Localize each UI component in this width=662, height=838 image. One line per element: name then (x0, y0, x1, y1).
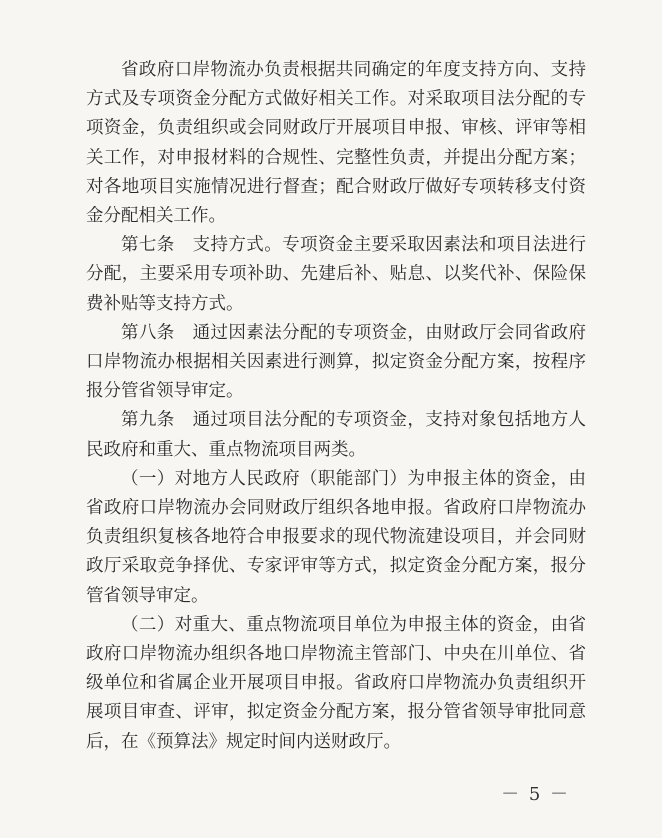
paragraph-item-1: （一）对地方人民政府（职能部门）为申报主体的资金，由省政府口岸物流办会同财政厅组织各地申报。省政府口岸物流办负责组织复核各地符合申报要求的现代物流建设项目，并会同财政厅采取竞争择优、专家评审等方式，拟定资金分配方案，报分管省领导审定。 (86, 468, 586, 606)
document-body (86, 56, 586, 757)
paragraph-item-2: （二）对重大、重点物流项目单位为申报主体的资金，由省政府口岸物流办组织各地口岸物流主管部门、中央在川单位、省级单位和省属企业开展项目申报。省政府口岸物流办负责组织开展项目审查、评审，拟定资金分配方案，报分管省领导审批同意后，在《预算法》规定时间内送财政厅。 (86, 614, 586, 752)
page-number: － 5 － (501, 784, 570, 805)
paragraph-responsibilities: 省政府口岸物流办负责根据共同确定的年度支持方向、支持方式及专项资金分配方式做好相关工作。对采取项目法分配的专项资金，负责组织或会同财政厅开展项目申报、审核、评审等相关工作，对申报材料的合规性、完整性负责，并提出分配方案；对各地项目实施情况进行督查；配合财政厅做好专项转移支付资金分配相关工作。 (86, 60, 586, 227)
paragraph-article-8: 第八条 通过因素法分配的专项资金，由财政厅会同省政府口岸物流办根据相关因素进行测算，拟定资金分配方案，按程序报分管省领导审定。 (86, 322, 586, 402)
paragraph-article-7: 第七条 支持方式。专项资金主要采取因素法和项目法进行分配，主要采用专项补助、先建后补、贴息、以奖代补、保险保费补贴等支持方式。 (86, 235, 586, 314)
paragraph-article-9: 第九条 通过项目法分配的专项资金，支持对象包括地方人民政府和重大、重点物流项目两类。 (86, 410, 586, 460)
